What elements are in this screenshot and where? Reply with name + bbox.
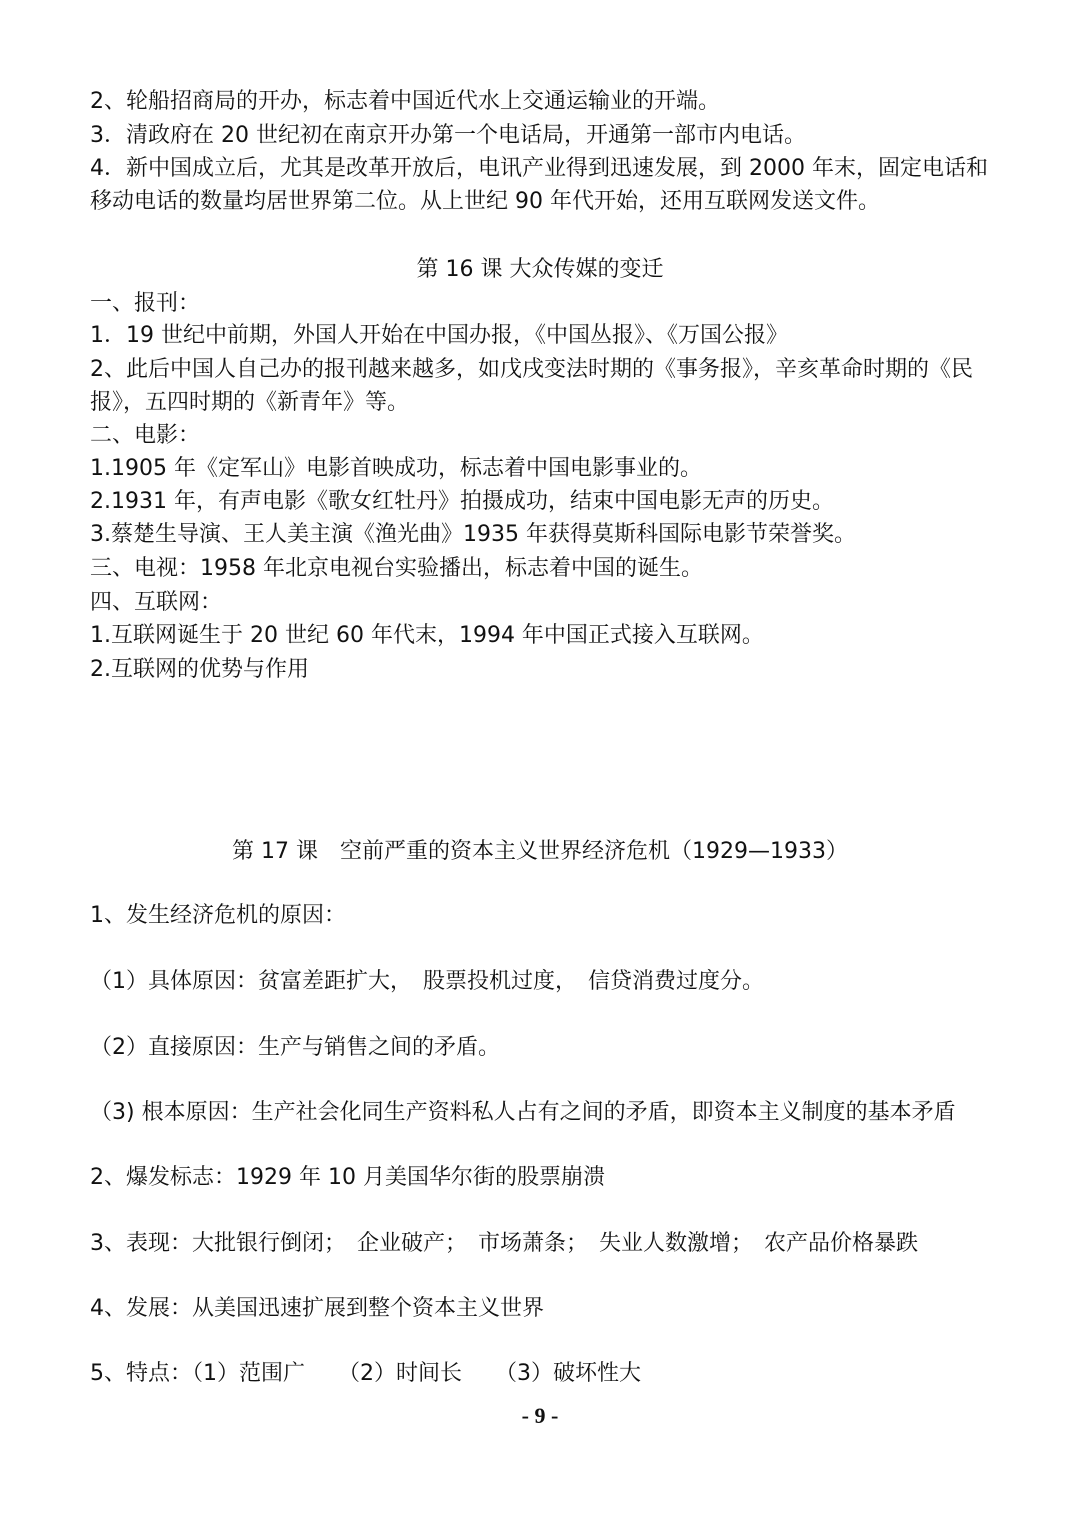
paragraph-item: （2）直接原因：生产与销售之间的矛盾。: [90, 1035, 500, 1060]
paragraph-item: （3) 根本原因：生产社会化同生产资料私人占有之间的矛盾，即资本主义制度的基本矛盾: [90, 1100, 956, 1125]
paragraph-item: 1．19 世纪中前期，外国人开始在中国办报，《中国丛报》、《万国公报》: [90, 323, 788, 348]
section-heading: 三、电视：1958 年北京电视台实验播出，标志着中国的诞生。: [90, 556, 703, 581]
paragraph-item: 2、轮船招商局的开办，标志着中国近代水上交通运输业的开端。: [90, 89, 720, 114]
section-heading: 一、报刊：: [90, 291, 201, 316]
paragraph-item: 2、此后中国人自己办的报刊越来越多，如戊戌变法时期的《事务报》，辛亥革命时期的《民报》，五四时期的《新青年》等。: [90, 357, 974, 415]
lesson-title: 第 16 课 大众传媒的变迁: [416, 257, 664, 282]
section-heading: 1、发生经济危机的原因：: [90, 903, 346, 928]
paragraph-item: 4、发展：从美国迅速扩展到整个资本主义世界: [90, 1296, 544, 1321]
paragraph-item: （1）具体原因：贫富差距扩大， 股票投机过度， 信贷消费过度分。: [90, 969, 764, 994]
paragraph-item: 4．新中国成立后，尤其是改革开放后，电讯产业得到迅速发展，到 2000 年末，固定电话和移动电话的数量均居世界第二位。从上世纪 90 年代开始，还用互联网发送文件。: [90, 156, 988, 214]
paragraph-item: 2.1931 年，有声电影《歌女红牡丹》拍摄成功，结束中国电影无声的历史。: [90, 489, 834, 514]
paragraph-item: 3.蔡楚生导演、王人美主演《渔光曲》1935 年获得莫斯科国际电影节荣誉奖。: [90, 522, 856, 547]
paragraph-item: 2.互联网的优势与作用: [90, 657, 309, 682]
paragraph-item: 1.1905 年《定军山》电影首映成功，标志着中国电影事业的。: [90, 456, 702, 481]
section-heading: 四、互联网：: [90, 590, 223, 615]
paragraph-item: 2、爆发标志：1929 年 10 月美国华尔街的股票崩溃: [90, 1165, 605, 1190]
paragraph-item: 3、表现：大批银行倒闭； 企业破产； 市场萧条； 失业人数激增； 农产品价格暴跌: [90, 1231, 919, 1256]
page-number: - 9 -: [521, 1403, 559, 1428]
lesson-title: 第 17 课 空前严重的资本主义世界经济危机（1929—1933）: [232, 839, 848, 864]
paragraph-item: 5、特点：（1）范围广 （2）时间长 （3）破坏性大: [90, 1361, 641, 1386]
section-heading: 二、电影：: [90, 423, 201, 448]
paragraph-item: 3．清政府在 20 世纪初在南京开办第一个电话局，开通第一部市内电话。: [90, 123, 806, 148]
paragraph-item: 1.互联网诞生于 20 世纪 60 年代末，1994 年中国正式接入互联网。: [90, 623, 764, 648]
